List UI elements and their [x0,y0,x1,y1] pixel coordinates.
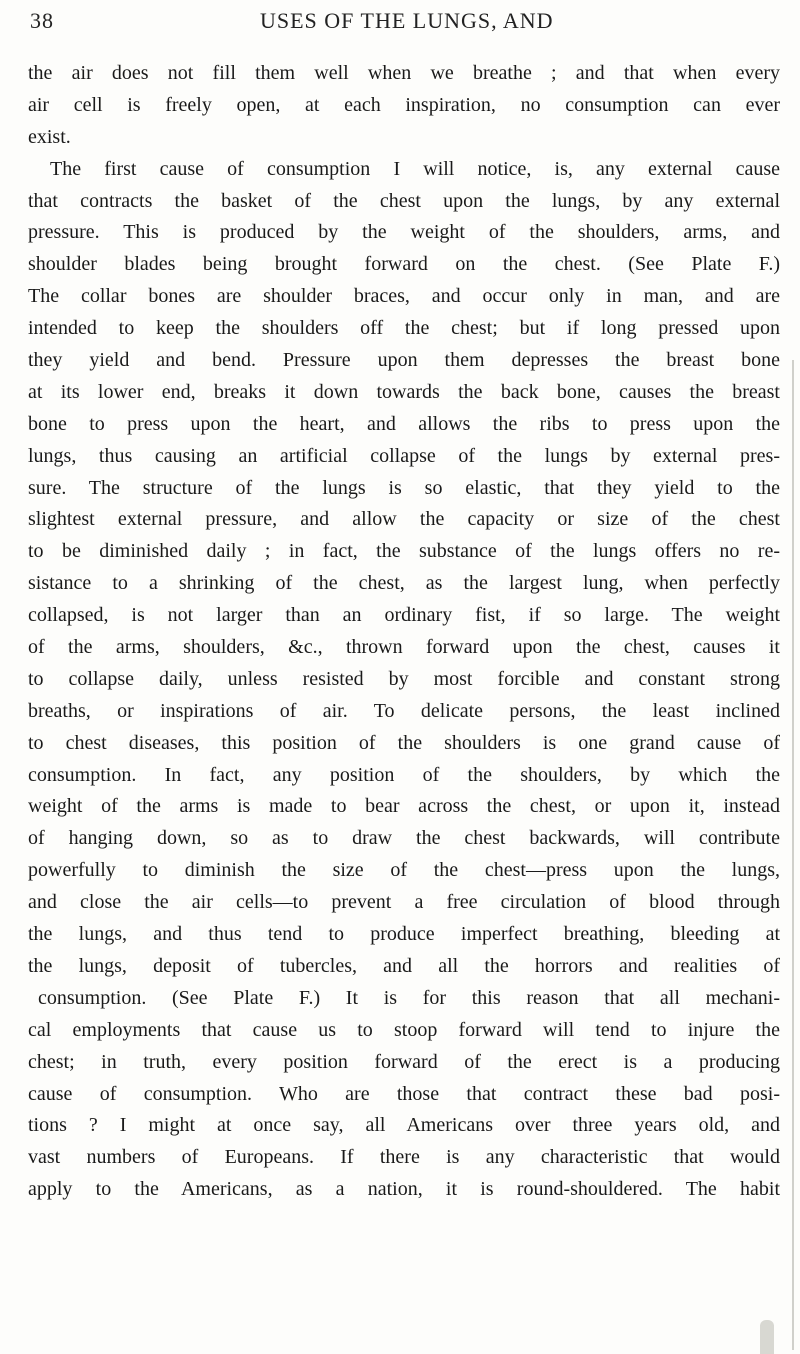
text-line: lungs, thus causing an artificial collapse of the lungs by external pres- [28,444,780,467]
text-line: to collapse daily, unless resisted by most forcible and constant strong [28,667,780,690]
text-line: the lungs, and thus tend to produce imperfect breathing, bleeding at [28,923,780,946]
running-head [30,8,770,48]
text-line: vast numbers of Europeans. If there is any characteristic that would [28,1146,780,1169]
text-line: sistance to a shrinking of the chest, as the largest lung, when perfectly [28,572,780,595]
text-line: breaths, or inspirations of air. To delicate persons, the least inclined [28,699,780,722]
text-line: tions ? I might at once say, all Americans over three years old, and [28,1114,780,1137]
text-line: chest; in truth, every position forward of the erect is a producing [28,1050,780,1073]
text-line: weight of the arms is made to bear across the chest, or upon it, instead [28,795,780,818]
text-line: consumption. In fact, any position of the shoulders, by which the [28,763,780,786]
page-edge-shadow [792,360,794,1350]
text-line: of the arms, shoulders, &c., thrown forward upon the chest, causes it [28,636,780,659]
text-line: powerfully to diminish the size of the chest—press upon the lungs, [28,859,780,882]
text-line: cause of consumption. Who are those that contract these bad posi- [28,1082,780,1105]
ink-smudge [760,1320,774,1354]
text-line: The collar bones are shoulder braces, and occur only in man, and are [28,285,780,308]
text-line: cal employments that cause us to stoop forward will tend to injure the [28,1018,780,1041]
text-line: bone to press upon the heart, and allows the ribs to press upon the [28,412,780,435]
text-line: consumption. (See Plate F.) It is for this reason that all mechani- [38,986,780,1009]
text-line: slightest external pressure, and allow the capacity or size of the chest [28,508,780,531]
text-line: exist. [28,125,71,148]
text-line: sure. The structure of the lungs is so elastic, that they yield to the [28,476,780,499]
text-line: they yield and bend. Pressure upon them depresses the breast bone [28,349,780,372]
text-line: the air does not fill them well when we breathe ; and that when every [28,62,780,84]
text-line: of hanging down, so as to draw the chest backwards, will contribute [28,827,780,850]
text-line: shoulder blades being brought forward on the chest. (See Plate F.) [28,253,780,276]
text-line: intended to keep the shoulders off the chest; but if long pressed upon [28,317,780,340]
page-number: 38 [30,8,54,33]
text-line: apply to the Americans, as a nation, it is round-shouldered. The habit [28,1178,780,1201]
text-line: air cell is freely open, at each inspiration, no consumption can ever [28,93,780,116]
body-text [28,58,780,1206]
text-line: to be diminished daily ; in fact, the substance of the lungs offers no re- [28,540,780,563]
text-line: and close the air cells—to prevent a free circulation of blood through [28,891,780,914]
text-line: that contracts the basket of the chest upon the lungs, by any external [28,189,780,212]
running-title: USES OF THE LUNGS, AND [260,8,554,33]
text-line: to chest diseases, this position of the shoulders is one grand cause of [28,731,780,754]
text-line: pressure. This is produced by the weight of the shoulders, arms, and [28,221,780,244]
text-line: collapsed, is not larger than an ordinary fist, if so large. The weight [28,604,780,627]
paragraph-start-line: The first cause of consumption I will notice, is, any external cause [50,157,780,180]
text-line: at its lower end, breaks it down towards the back bone, causes the breast [28,380,780,403]
text-line: the lungs, deposit of tubercles, and all the horrors and realities of [28,954,780,977]
